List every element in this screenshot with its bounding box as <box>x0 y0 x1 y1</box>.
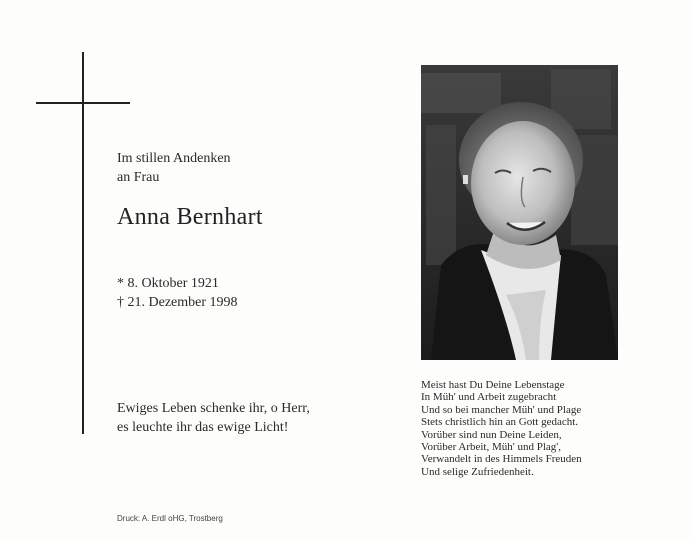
death-date: † 21. Dezember 1998 <box>117 295 238 310</box>
poem-line: Vorüber Arbeit, Müh' und Plag', <box>421 441 562 454</box>
cross-icon-horizontal-bar <box>36 102 130 104</box>
birth-date: * 8. Oktober 1921 <box>117 276 219 291</box>
intro-text <box>117 149 231 187</box>
deceased-name: Anna Bernhart <box>117 204 263 230</box>
printer-credit: Druck: A. Erdl oHG, Trostberg <box>117 514 223 523</box>
intro-line-2: an Frau <box>117 170 160 185</box>
blessing-text <box>117 399 310 437</box>
poem-line: Meist hast Du Deine Lebenstage <box>421 379 565 391</box>
poem-line: Und selige Zufriedenheit. <box>421 465 534 478</box>
blessing-line-2: es leuchte ihr das ewige Licht! <box>117 420 289 435</box>
portrait-image <box>421 65 618 360</box>
portrait-photo <box>421 65 618 360</box>
poem-line: In Müh' und Arbeit zugebracht <box>421 391 557 404</box>
poem-line: Verwandelt in des Himmels Freuden <box>421 453 582 466</box>
poem-line: Und so bei mancher Müh' und Plage <box>421 403 582 416</box>
cross-icon-vertical-bar <box>82 52 84 434</box>
life-dates <box>117 274 238 312</box>
poem-line: Stets christlich hin an Gott gedacht. <box>421 416 579 429</box>
blessing-line-1: Ewiges Leben schenke ihr, o Herr, <box>117 401 310 416</box>
intro-line-1: Im stillen Andenken <box>117 151 231 166</box>
poem-line: Vorüber sind nun Deine Leiden, <box>421 428 562 441</box>
memorial-poem <box>421 379 582 478</box>
